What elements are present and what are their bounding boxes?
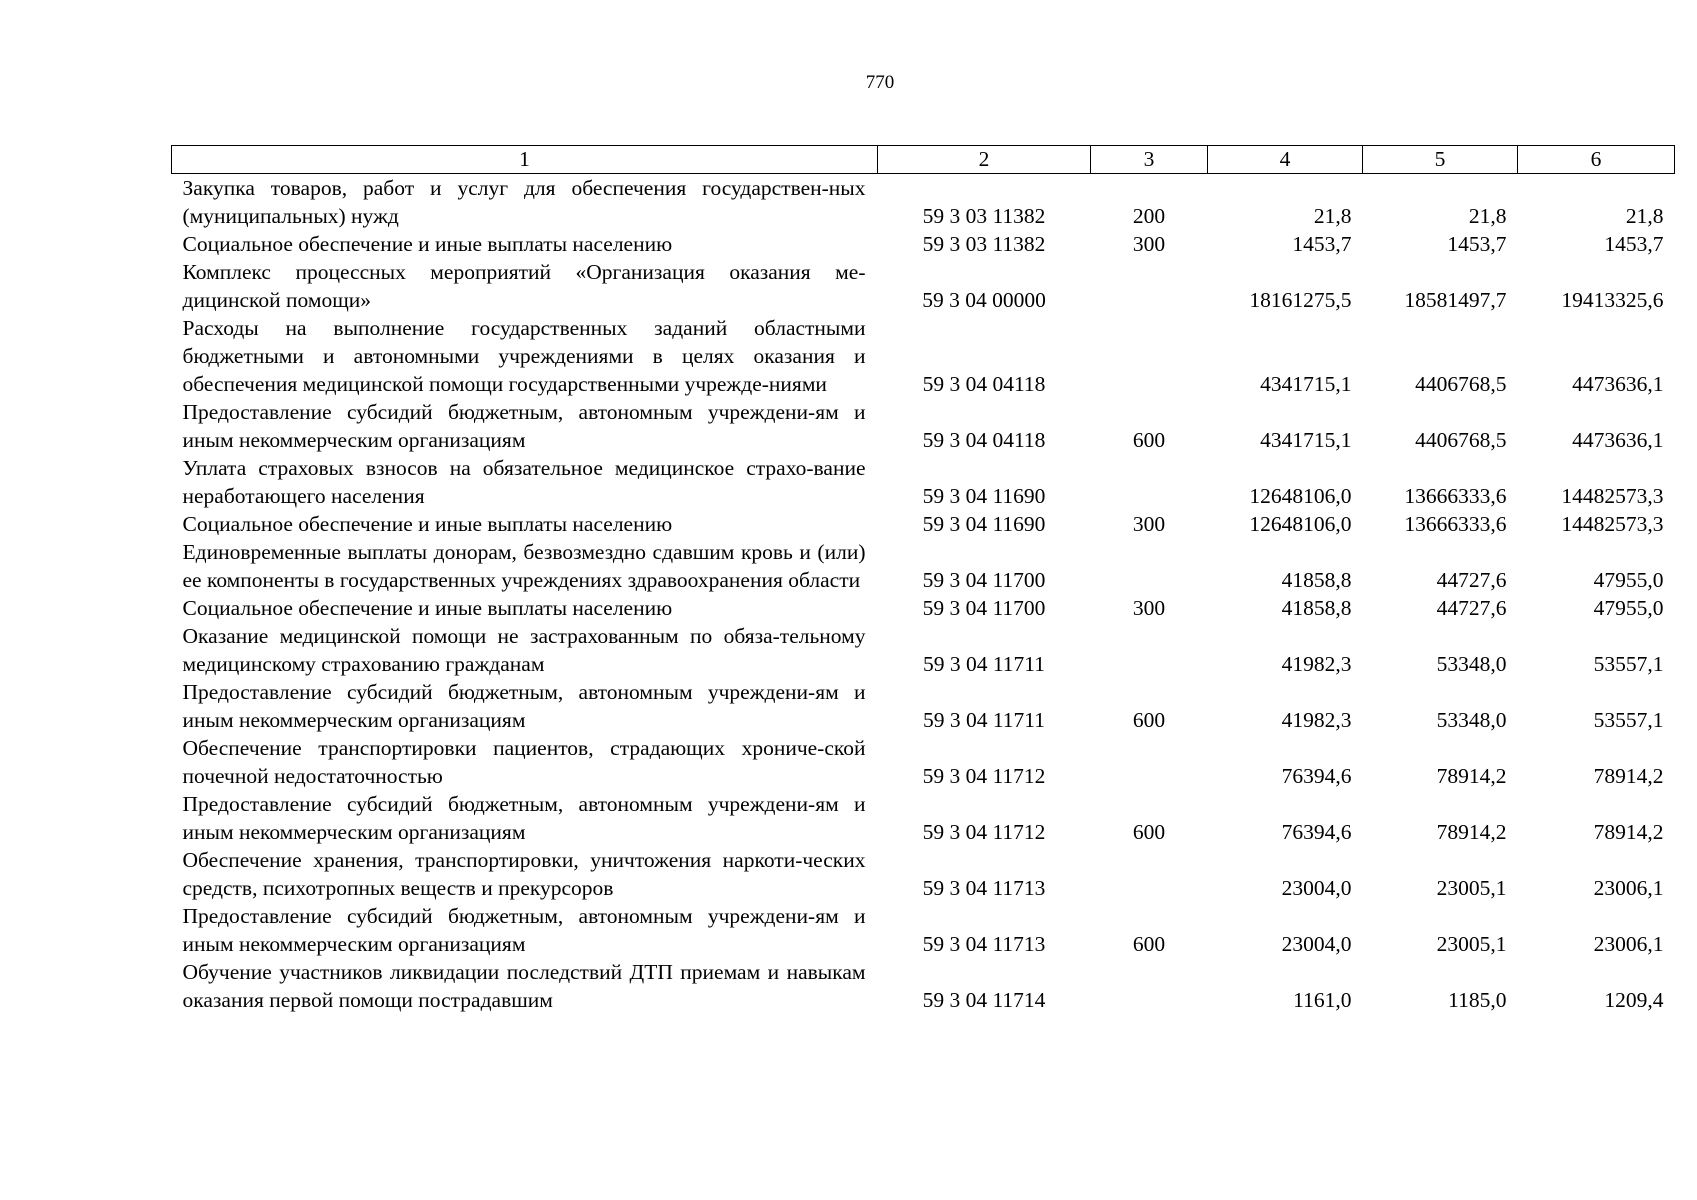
row-value-year-2: 23005,1	[1436, 932, 1507, 956]
column-header-1: 1	[172, 146, 878, 174]
row-name: Предоставление субсидий бюджетным, автономным учреждени-ям и иным некоммерческим организациям	[182, 792, 866, 844]
table-body	[172, 174, 1675, 1015]
row-name: Оказание медицинской помощи не застрахованным по обяза-тельному медицинскому страхованию гражданам	[182, 624, 866, 676]
table-row	[172, 174, 1675, 231]
table-row	[172, 538, 1675, 594]
row-value-year-2: 21,8	[1468, 204, 1507, 228]
row-expense-type	[1091, 538, 1208, 594]
table-row	[172, 734, 1675, 790]
row-value-year-1: 76394,6	[1281, 820, 1352, 844]
row-name: Предоставление субсидий бюджетным, автономным учреждени-ям и иным некоммерческим организациям	[182, 400, 866, 452]
row-value-year-1: 41982,3	[1281, 708, 1352, 732]
column-header-6: 6	[1518, 146, 1675, 174]
row-code: 59 3 04 04118	[922, 428, 1046, 452]
column-header-2: 2	[878, 146, 1091, 174]
row-value-year-2: 13666333,6	[1404, 484, 1507, 508]
row-code: 59 3 04 11711	[922, 708, 1046, 732]
row-value-year-2: 53348,0	[1436, 708, 1507, 732]
table-row	[172, 398, 1675, 454]
row-value-year-1: 1453,7	[1292, 232, 1352, 256]
table-row	[172, 454, 1675, 510]
row-expense-type	[1091, 846, 1208, 902]
row-expense-type: 300	[1132, 232, 1166, 256]
row-value-year-1: 18161275,5	[1249, 288, 1352, 312]
row-expense-type: 200	[1132, 204, 1166, 228]
row-name: Социальное обеспечение и иные выплаты населению	[182, 596, 673, 620]
row-value-year-3: 4473636,1	[1572, 372, 1664, 396]
row-expense-type	[1091, 622, 1208, 678]
row-value-year-2: 4406768,5	[1415, 428, 1507, 452]
header-row	[172, 146, 1675, 174]
row-code: 59 3 04 11712	[922, 820, 1046, 844]
table-row	[172, 622, 1675, 678]
row-value-year-3: 78914,2	[1593, 764, 1664, 788]
row-value-year-2: 23005,1	[1436, 876, 1507, 900]
table-row	[172, 902, 1675, 958]
page-number: 770	[865, 72, 895, 93]
column-header-4: 4	[1208, 146, 1363, 174]
row-name: Предоставление субсидий бюджетным, автономным учреждени-ям и иным некоммерческим организациям	[182, 680, 866, 732]
row-value-year-1: 4341715,1	[1260, 372, 1352, 396]
row-value-year-2: 18581497,7	[1404, 288, 1507, 312]
row-value-year-1: 41858,8	[1281, 596, 1352, 620]
row-name: Уплата страховых взносов на обязательное медицинское страхо-вание неработающего населения	[182, 456, 866, 508]
row-name: Расходы на выполнение государственных заданий областными бюджетными и автономными учреждениями в целях оказания и обеспечения медицинской помощи государственными учрежде-ниями	[182, 316, 866, 396]
table-row	[172, 958, 1675, 1014]
table-row	[172, 510, 1675, 538]
row-value-year-2: 4406768,5	[1415, 372, 1507, 396]
row-value-year-1: 21,8	[1313, 204, 1352, 228]
row-value-year-3: 14482573,3	[1561, 512, 1664, 536]
row-value-year-3: 1209,4	[1604, 988, 1664, 1012]
row-value-year-3: 1453,7	[1604, 232, 1664, 256]
row-expense-type: 300	[1132, 596, 1166, 620]
row-value-year-1: 76394,6	[1281, 764, 1352, 788]
row-name: Обеспечение хранения, транспортировки, уничтожения наркоти-ческих средств, психотропных веществ и прекурсоров	[182, 848, 866, 900]
table-row	[172, 314, 1675, 398]
column-header-5: 5	[1363, 146, 1518, 174]
row-name: Единовременные выплаты донорам, безвозмездно сдавшим кровь и (или) ее компоненты в государственных учреждениях здравоохранения области	[182, 540, 866, 592]
row-value-year-3: 53557,1	[1593, 652, 1664, 676]
row-value-year-1: 23004,0	[1281, 932, 1352, 956]
row-value-year-3: 47955,0	[1593, 568, 1664, 592]
row-code: 59 3 04 11713	[922, 876, 1046, 900]
row-value-year-2: 78914,2	[1436, 820, 1507, 844]
row-expense-type	[1091, 258, 1208, 314]
row-expense-type: 600	[1132, 428, 1166, 452]
row-code: 59 3 04 11711	[922, 652, 1046, 676]
row-value-year-1: 41858,8	[1281, 568, 1352, 592]
row-code: 59 3 04 00000	[922, 288, 1046, 312]
row-value-year-2: 78914,2	[1436, 764, 1507, 788]
row-code: 59 3 04 11690	[922, 512, 1046, 536]
row-value-year-3: 14482573,3	[1561, 484, 1664, 508]
row-value-year-1: 23004,0	[1281, 876, 1352, 900]
row-value-year-3: 23006,1	[1593, 932, 1664, 956]
row-value-year-3: 53557,1	[1593, 708, 1664, 732]
row-value-year-1: 1161,0	[1293, 988, 1352, 1012]
budget-table	[171, 145, 1675, 1014]
table-header	[172, 146, 1675, 174]
row-value-year-3: 4473636,1	[1572, 428, 1664, 452]
row-expense-type: 600	[1132, 708, 1166, 732]
row-name: Предоставление субсидий бюджетным, автономным учреждени-ям и иным некоммерческим организациям	[182, 904, 866, 956]
table-row	[172, 230, 1675, 258]
row-value-year-3: 19413325,6	[1561, 288, 1664, 312]
row-code: 59 3 04 11714	[922, 988, 1046, 1012]
row-value-year-3: 78914,2	[1593, 820, 1664, 844]
row-value-year-3: 23006,1	[1593, 876, 1664, 900]
row-value-year-3: 21,8	[1625, 204, 1664, 228]
table-row	[172, 258, 1675, 314]
row-name: Социальное обеспечение и иные выплаты населению	[182, 512, 673, 536]
row-value-year-2: 1453,7	[1447, 232, 1507, 256]
row-code: 59 3 04 11700	[922, 568, 1046, 592]
table-row	[172, 594, 1675, 622]
row-expense-type: 300	[1132, 512, 1166, 536]
row-code: 59 3 04 11690	[922, 484, 1046, 508]
row-expense-type	[1091, 734, 1208, 790]
row-code: 59 3 04 11713	[922, 932, 1046, 956]
row-value-year-2: 53348,0	[1436, 652, 1507, 676]
row-code: 59 3 04 04118	[922, 372, 1046, 396]
row-name: Обучение участников ликвидации последствий ДТП приемам и навыкам оказания первой помощи пострадавшим	[182, 960, 866, 1012]
row-name: Закупка товаров, работ и услуг для обеспечения государствен-ных (муниципальных) нужд	[182, 176, 866, 228]
row-value-year-2: 13666333,6	[1404, 512, 1507, 536]
row-code: 59 3 04 11700	[922, 596, 1046, 620]
table-row	[172, 790, 1675, 846]
table-row	[172, 678, 1675, 734]
row-value-year-2: 1185,0	[1448, 988, 1507, 1012]
row-expense-type	[1091, 958, 1208, 1014]
row-value-year-1: 4341715,1	[1260, 428, 1352, 452]
table-row	[172, 846, 1675, 902]
row-expense-type	[1091, 314, 1208, 398]
row-value-year-3: 47955,0	[1593, 596, 1664, 620]
row-code: 59 3 04 11712	[922, 764, 1046, 788]
row-expense-type	[1091, 454, 1208, 510]
row-name: Обеспечение транспортировки пациентов, страдающих хрониче-ской почечной недостаточностью	[182, 736, 866, 788]
row-value-year-1: 12648106,0	[1249, 484, 1352, 508]
column-header-3: 3	[1091, 146, 1208, 174]
row-value-year-2: 44727,6	[1436, 568, 1507, 592]
row-name: Комплекс процессных мероприятий «Организация оказания ме-дицинской помощи»	[182, 260, 866, 312]
row-value-year-1: 12648106,0	[1249, 512, 1352, 536]
row-code: 59 3 03 11382	[922, 232, 1046, 256]
row-expense-type: 600	[1132, 932, 1166, 956]
row-value-year-2: 44727,6	[1436, 596, 1507, 620]
row-code: 59 3 03 11382	[922, 204, 1046, 228]
row-expense-type: 600	[1132, 820, 1166, 844]
row-name: Социальное обеспечение и иные выплаты населению	[182, 232, 673, 256]
row-value-year-1: 41982,3	[1281, 652, 1352, 676]
